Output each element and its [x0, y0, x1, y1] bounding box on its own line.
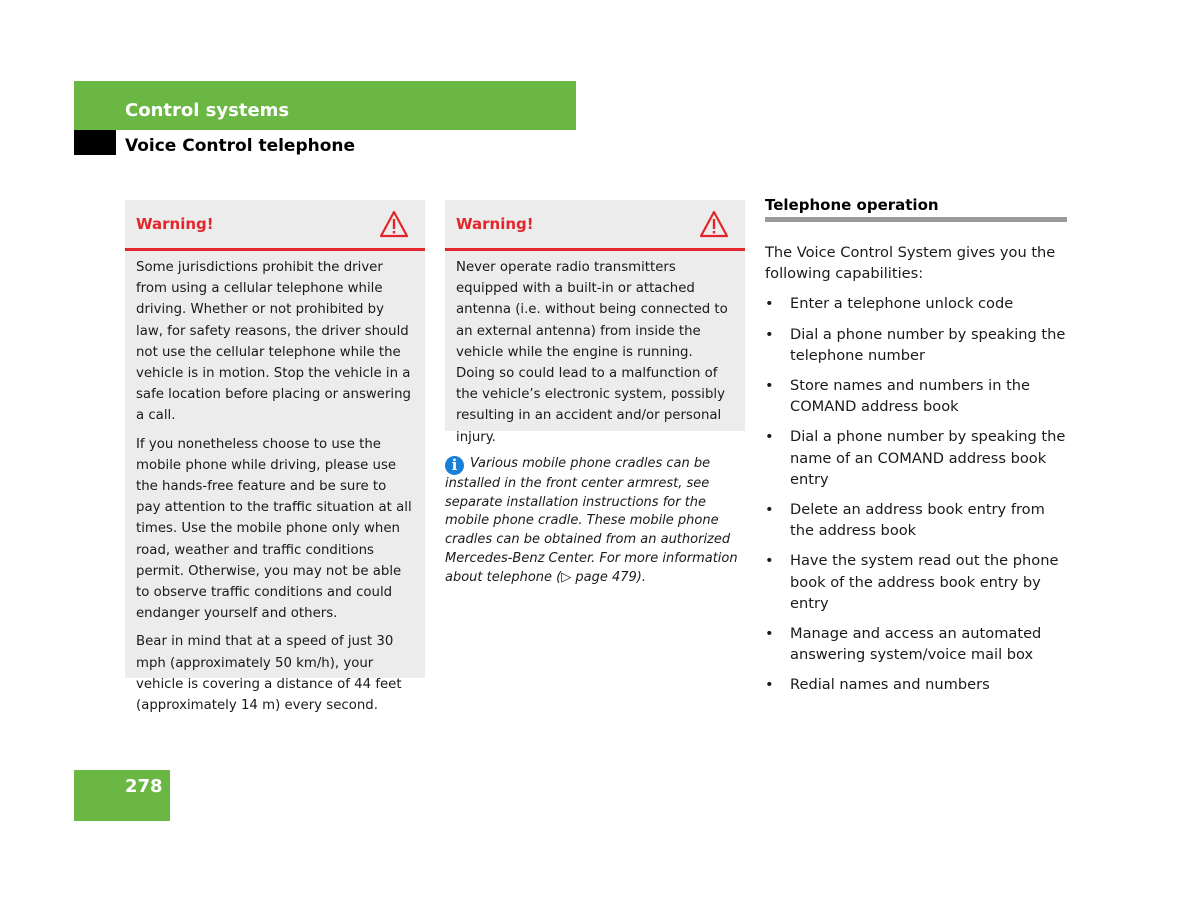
info-icon: i	[445, 456, 464, 475]
list-item	[765, 426, 1067, 490]
subsection-title: Voice Control telephone	[125, 136, 356, 156]
warning-body	[125, 251, 425, 724]
warning-triangle-icon	[699, 210, 729, 238]
list-item	[765, 499, 1067, 541]
list-item	[765, 623, 1067, 665]
capabilities-list	[765, 293, 1067, 695]
telephone-operation-heading: Telephone operation	[765, 196, 1067, 222]
warning-header	[125, 200, 425, 251]
list-item	[765, 550, 1067, 614]
bullet-marker: •	[765, 325, 774, 343]
section-title: Control systems	[125, 100, 290, 121]
bullet-marker: •	[765, 552, 774, 570]
page-number: 278	[125, 776, 163, 797]
bullet-marker: •	[765, 295, 774, 313]
info-note-text: Various mobile phone cradles can be installed in the front center armrest, see separate installation instructions for the mobile phone cradle. These mobile phone cradles can be obtained from an authorized Mercedes-Benz Center. For more information about telephone	[445, 456, 738, 585]
bullet-marker: •	[765, 377, 774, 395]
warning-box-radio-transmitters	[445, 200, 745, 445]
list-item-text: Redial names and numbers	[790, 676, 990, 694]
info-note	[445, 455, 745, 587]
warning-header	[445, 200, 745, 251]
list-item	[765, 324, 1067, 366]
list-item-text: Manage and access an automated answering system/voice mail box	[790, 625, 1042, 664]
warning-triangle-icon	[379, 210, 409, 238]
warning-label: Warning!	[136, 215, 214, 233]
list-item-text: Delete an address book entry from the address book	[790, 501, 1045, 540]
bullet-marker: •	[765, 676, 774, 694]
list-item	[765, 674, 1067, 695]
warning-paragraph: Bear in mind that at a speed of just 30 mph (approximately 50 km/h), your vehicle is covering a distance of 44 feet (approximately 14 m) every second.	[136, 634, 402, 714]
list-item-text: Enter a telephone unlock code	[790, 295, 1014, 313]
warning-body	[445, 251, 745, 456]
bullet-marker: •	[765, 501, 774, 519]
subsection-marker	[74, 130, 116, 155]
warning-paragraph: Never operate radio transmitters equipped with a built-in or attached antenna (i.e. without being connected to an external antenna) from inside the vehicle while the engine is running. Doing so could lead to a malfunction of the vehicle’s electronic system, possibly resulting in an accident and/or personal injury.	[456, 260, 728, 445]
telephone-operation-section	[765, 196, 1067, 696]
list-item-text: Dial a phone number by speaking the telephone number	[790, 325, 1066, 364]
list-item-text: Dial a phone number by speaking the name of an COMAND address book entry	[790, 428, 1066, 488]
list-item-text: Have the system read out the phone book of the address book entry by entry	[790, 552, 1059, 612]
list-item	[765, 293, 1067, 314]
warning-paragraph: Some jurisdictions prohibit the driver from using a cellular telephone while driving. Whether or not prohibited by law, for safety reasons, the driver should not use the cellular telephone while the vehicle is in motion. Stop the vehicle in a safe location before placing or answering a call.	[136, 260, 411, 424]
warning-label: Warning!	[456, 215, 534, 233]
bullet-marker: •	[765, 428, 774, 446]
page-reference-link[interactable]: (▷ page 479).	[556, 569, 646, 585]
warning-paragraph: If you nonetheless choose to use the mobile phone while driving, please use the hands-free feature and be sure to pay attention to the traffic situation at all times. Use the mobile phone only when road, weather and traffic conditions permit. Otherwise, you may not be able to observe traffic conditions and could endanger yourself and others.	[136, 436, 412, 622]
bullet-marker: •	[765, 625, 774, 643]
warning-box-driving	[125, 200, 425, 714]
telephone-operation-intro: The Voice Control System gives you the following capabilities:	[765, 244, 1056, 283]
list-item-text: Store names and numbers in the COMAND address book	[790, 377, 1031, 416]
list-item	[765, 375, 1067, 417]
